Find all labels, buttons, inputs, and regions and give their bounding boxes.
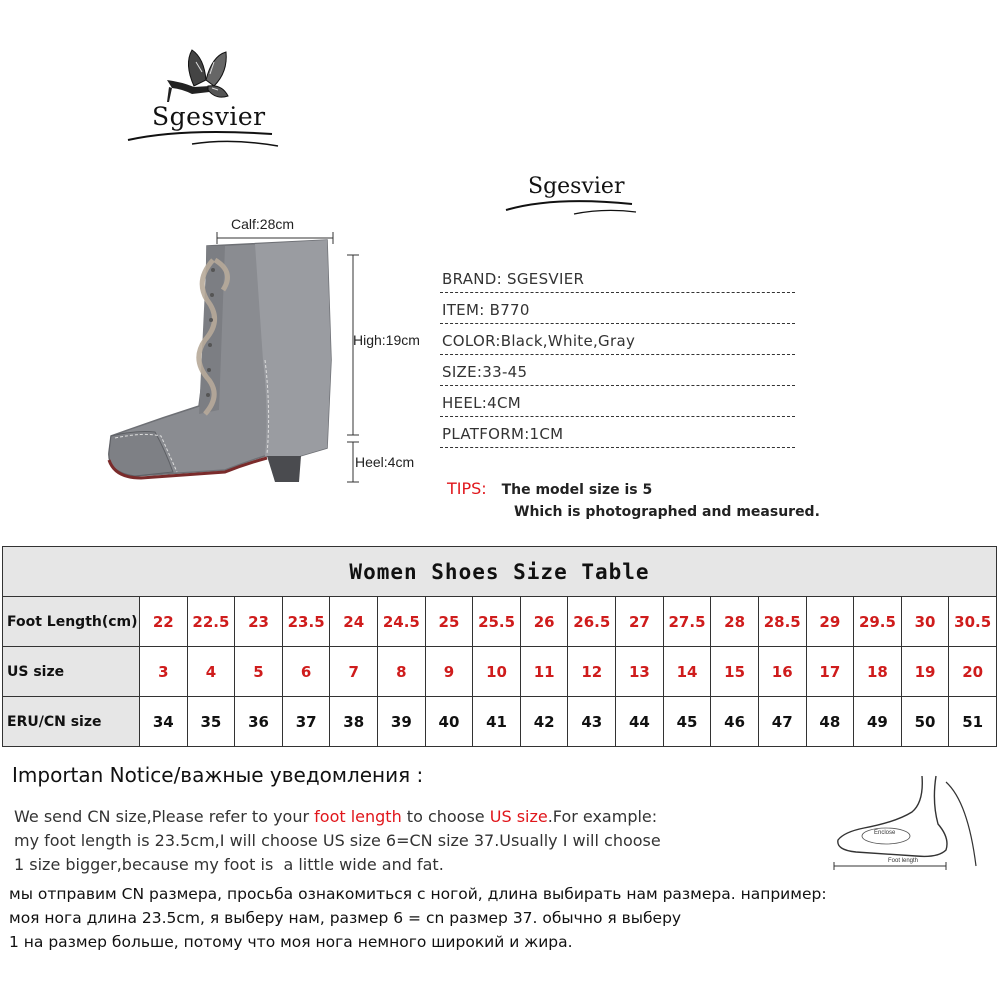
table-cell: 38 [330,697,378,747]
table-cell: 8 [378,647,426,697]
notice-text: .For example: [547,807,658,826]
table-cell: 4 [187,647,235,697]
notice-title: Importan Notice/важные уведомления : [12,763,424,787]
table-cell: 19 [901,647,949,697]
tips-line-2: Which is photographed and measured. [514,504,820,520]
foot-length-label: Foot length [888,858,919,864]
brand-logo-top [122,42,282,157]
table-cell: 24 [330,597,378,647]
brand-name: Sgesvier [152,102,266,131]
table-cell: 29 [806,597,854,647]
product-image-area [95,210,440,500]
spec-color: COLOR:Black,White,Gray [440,324,795,355]
table-cell: 13 [616,647,664,697]
table-cell: 37 [282,697,330,747]
table-cell: 20 [949,647,997,697]
table-cell: 15 [711,647,759,697]
table-cell: 35 [187,697,235,747]
table-cell: 26 [520,597,568,647]
height-measurement-label: High:19cm [353,332,420,348]
foot-measurement-diagram [826,772,986,872]
table-cell: 24.5 [378,597,426,647]
table-cell: 28 [711,597,759,647]
product-specs [440,262,795,448]
notice-english [14,805,794,877]
table-cell: 6 [282,647,330,697]
table-cell: 5 [235,647,283,697]
heel-measurement-label: Heel:4cm [355,454,415,470]
table-cell: 14 [663,647,711,697]
notice-ru-line-1: мы отправим CN размера, просьба ознакомиться с ногой, длина выбирать нам размера. например: [9,885,827,903]
table-cell: 23 [235,597,283,647]
spec-heel: HEEL:4CM [440,386,795,417]
table-cell: 39 [378,697,426,747]
table-cell: 42 [520,697,568,747]
table-cell: 45 [663,697,711,747]
notice-ru-line-2: моя нога длина 23.5cm, я выберу нам, размер 6 = cn размер 37. обычно я выберу [9,909,682,927]
table-cell: 48 [806,697,854,747]
notice-text: to choose [401,807,490,826]
butterfly-heel-icon [122,42,282,157]
notice-russian [9,882,994,954]
spec-item: ITEM: B770 [440,293,795,324]
brand-logo-secondary [504,170,644,220]
notice-en-line-1 [14,805,794,829]
tips-label: TIPS: [447,479,487,498]
notice-en-line-3: 1 size bigger,because my foot is a little wide and fat. [14,855,444,874]
table-cell: 27.5 [663,597,711,647]
size-table-title: Women Shoes Size Table [3,547,997,597]
tips-note [447,479,820,520]
table-row-us-size [3,647,997,697]
highlight-foot-length: foot length [314,807,402,826]
size-table [2,546,997,747]
spec-brand: BRAND: SGESVIER [440,262,795,293]
spec-platform: PLATFORM:1CM [440,417,795,448]
brand-name-secondary: Sgesvier [528,174,625,199]
notice-en-line-2: my foot length is 23.5cm,I will choose US size 6=CN size 37.Usually I will choose [14,831,661,850]
table-cell: 26.5 [568,597,616,647]
table-cell: 30 [901,597,949,647]
table-cell: 10 [473,647,521,697]
table-cell: 34 [140,697,188,747]
table-cell: 16 [758,647,806,697]
foot-outline-icon [826,772,986,872]
table-cell: 46 [711,697,759,747]
table-cell: 36 [235,697,283,747]
enclose-label: Enclose [874,830,896,836]
calf-measurement-label: Calf:28cm [231,216,295,232]
table-cell: 29.5 [854,597,902,647]
spec-size: SIZE:33-45 [440,355,795,386]
table-cell: 25.5 [473,597,521,647]
table-cell: 23.5 [282,597,330,647]
table-cell: 27 [616,597,664,647]
table-cell: 30.5 [949,597,997,647]
table-cell: 18 [854,647,902,697]
table-cell: 22.5 [187,597,235,647]
row-header: US size [3,647,140,697]
table-cell: 12 [568,647,616,697]
notice-ru-line-3: 1 на размер больше, потому что моя нога немного широкий и жира. [9,933,573,951]
table-cell: 43 [568,697,616,747]
table-cell: 44 [616,697,664,747]
table-cell: 9 [425,647,473,697]
table-cell: 28.5 [758,597,806,647]
table-cell: 7 [330,647,378,697]
table-cell: 11 [520,647,568,697]
table-row-eu-cn-size [3,697,997,747]
row-header: Foot Length(cm) [3,597,140,647]
table-cell: 25 [425,597,473,647]
table-cell: 41 [473,697,521,747]
table-cell: 40 [425,697,473,747]
tips-line-1: The model size is 5 [501,482,653,498]
table-cell: 17 [806,647,854,697]
table-cell: 3 [140,647,188,697]
table-cell: 49 [854,697,902,747]
table-cell: 51 [949,697,997,747]
notice-text: We send CN size,Please refer to your [14,807,315,826]
highlight-us-size: US size [489,807,548,826]
row-header: ERU/CN size [3,697,140,747]
table-row-foot-length [3,597,997,647]
table-cell: 22 [140,597,188,647]
table-cell: 47 [758,697,806,747]
table-cell: 50 [901,697,949,747]
